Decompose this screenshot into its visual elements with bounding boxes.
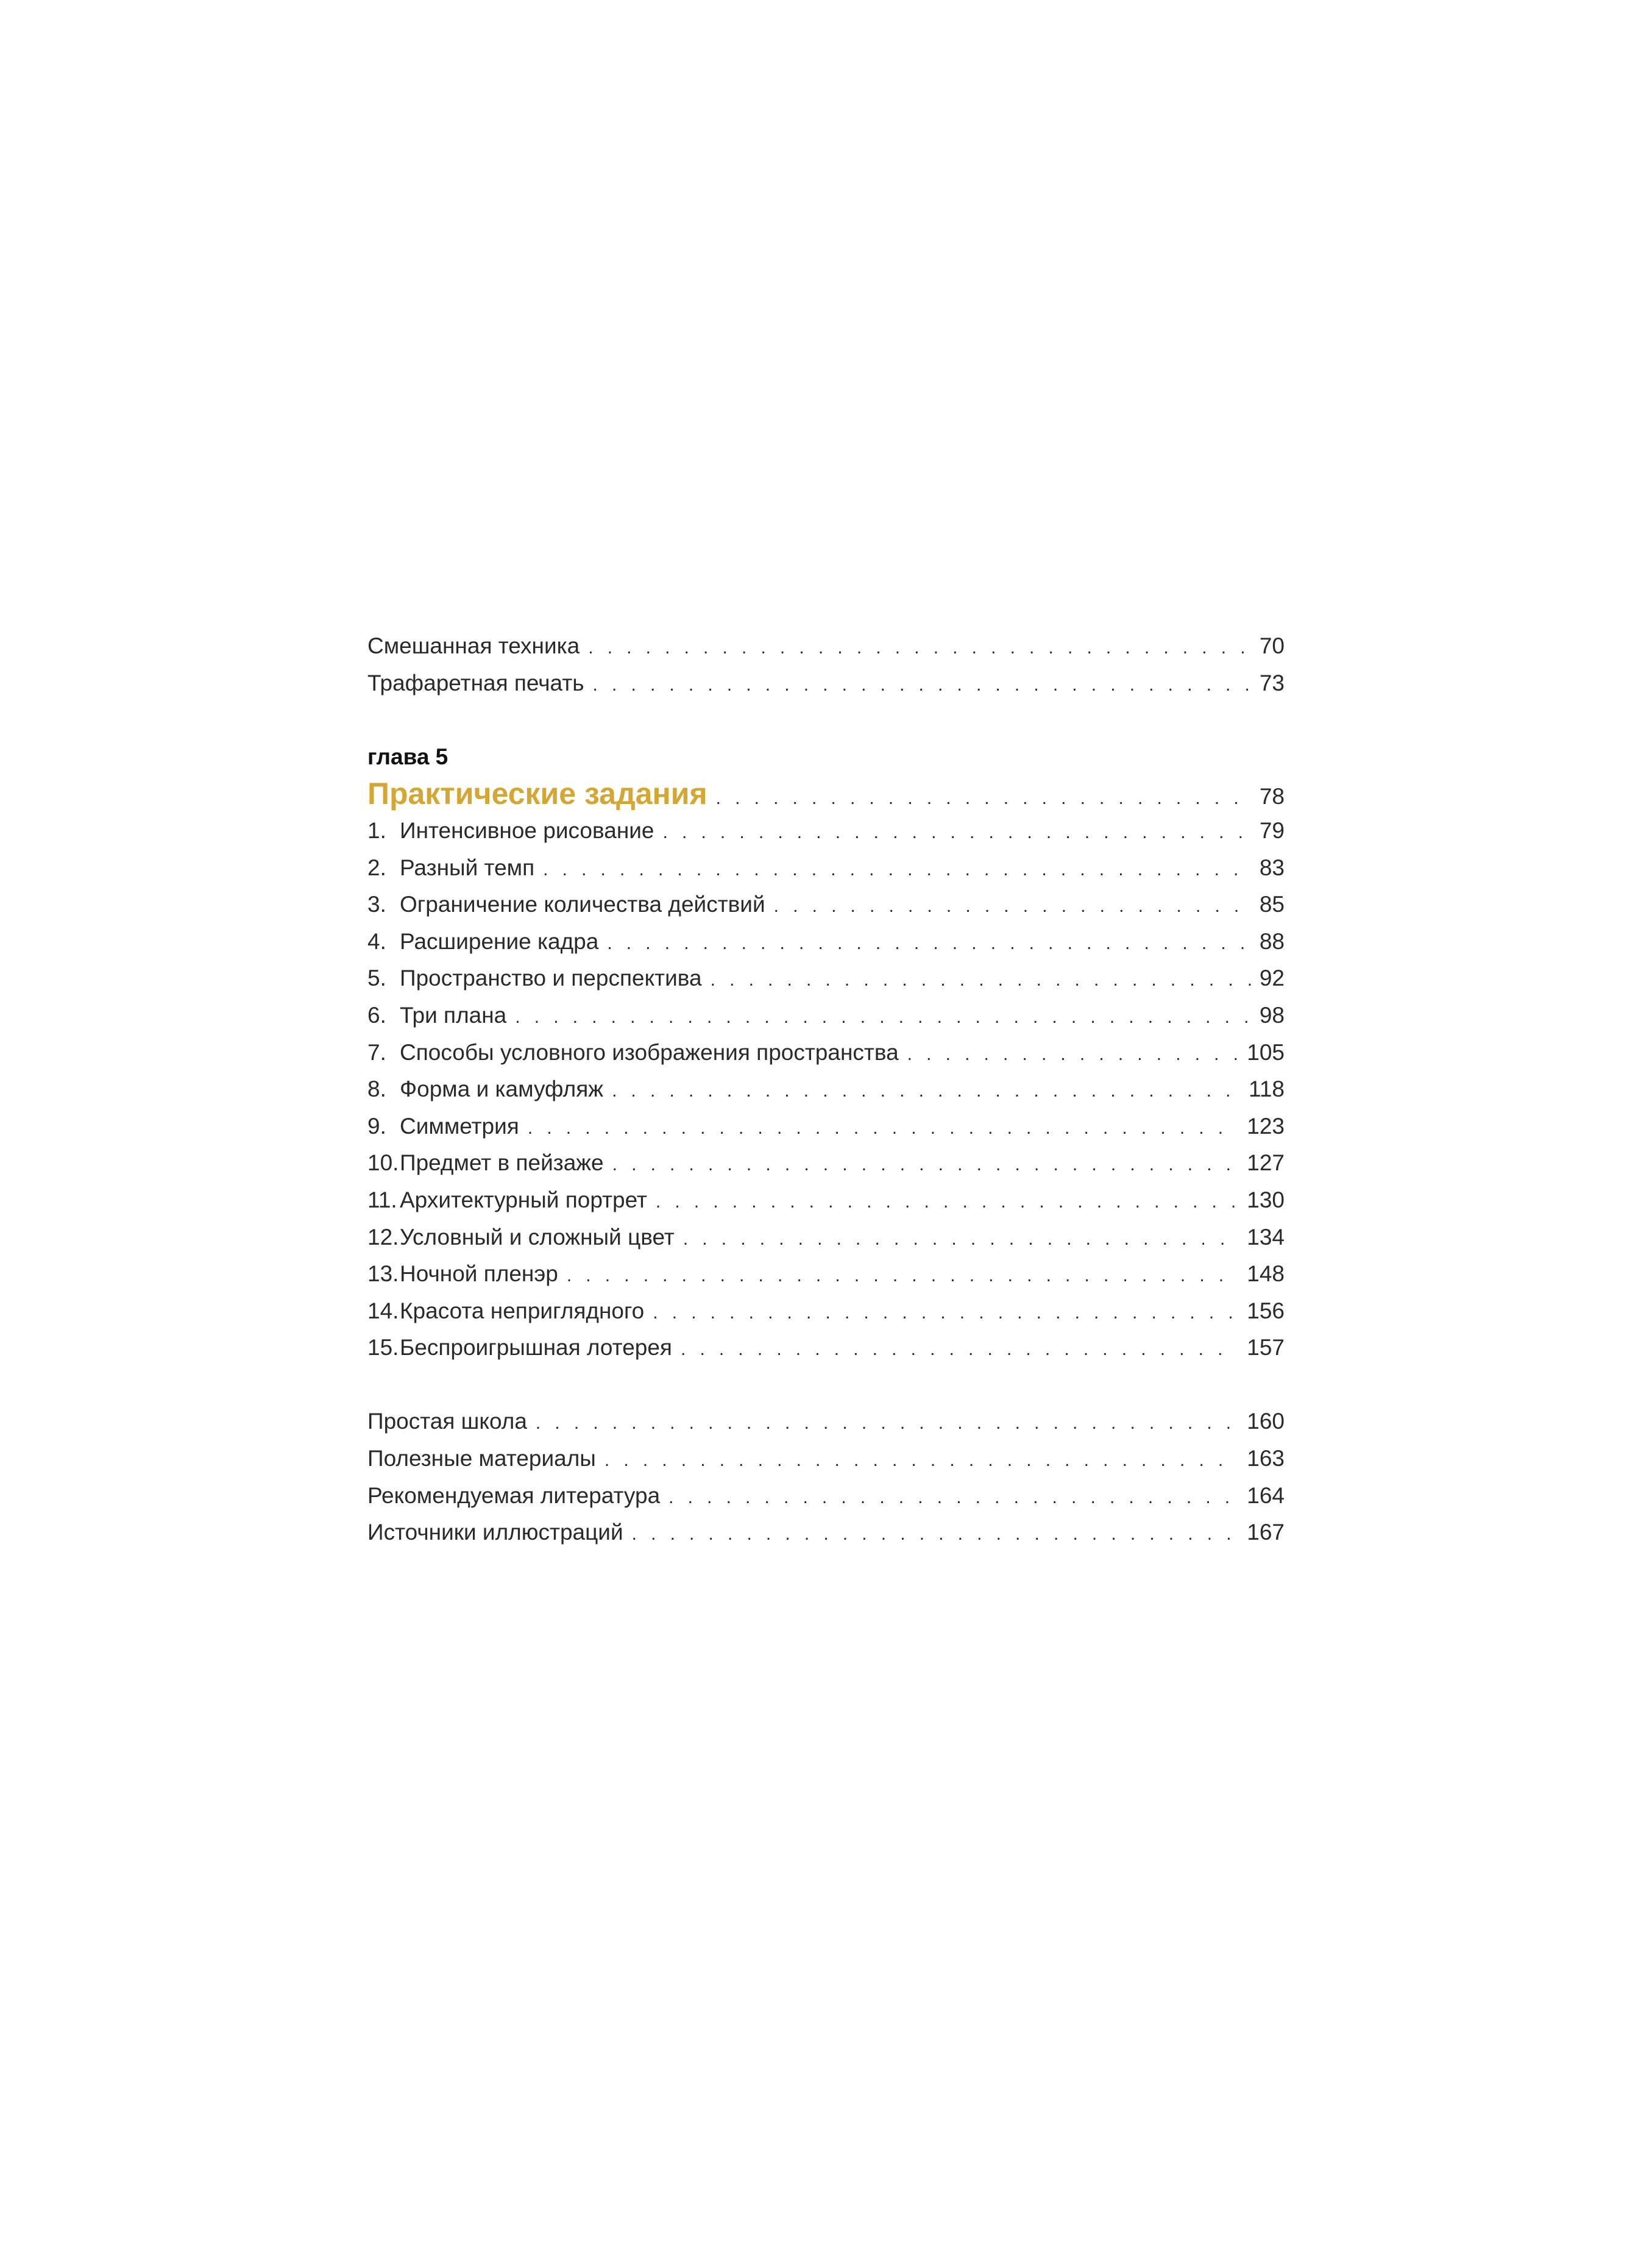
toc-item-number: 1. [367, 817, 386, 843]
toc-entry[interactable] [367, 628, 1285, 665]
toc-entry-page: 160 [1247, 1409, 1285, 1434]
toc-item-number: 9. [367, 1113, 386, 1139]
toc-item-number: 6. [367, 1002, 386, 1028]
toc-item[interactable] [367, 1108, 1285, 1145]
toc-item-number: 11. [367, 1187, 397, 1212]
toc-item[interactable] [367, 1329, 1285, 1367]
dot-leader [612, 1147, 1239, 1184]
toc-item-number: 13. [367, 1261, 399, 1287]
dot-leader [567, 1257, 1238, 1295]
toc-item-number: 4. [367, 928, 386, 954]
dot-leader [774, 888, 1251, 925]
toc-entry[interactable] [367, 1440, 1285, 1478]
toc-entry[interactable] [367, 1478, 1285, 1515]
dot-leader [663, 814, 1251, 852]
dot-leader [716, 780, 1251, 817]
spacer [367, 702, 1285, 739]
toc-item-number: 15. [367, 1335, 399, 1361]
dot-leader [607, 925, 1251, 962]
toc-item-page: 123 [1247, 1113, 1285, 1139]
toc-entry-page: 73 [1259, 670, 1285, 695]
toc-item-title: Ночной пленэр [400, 1261, 558, 1287]
toc-item-title: Расширение кадра [400, 928, 599, 954]
toc-item-page: 148 [1247, 1261, 1285, 1287]
toc-item-title: Ограничение количества действий [400, 892, 765, 917]
toc-item-number: 3. [367, 892, 386, 917]
dot-leader [604, 1442, 1238, 1479]
toc-item[interactable] [367, 960, 1285, 997]
toc-item-title: Симметрия [400, 1113, 519, 1139]
toc-item[interactable] [367, 923, 1285, 961]
toc-item[interactable] [367, 1256, 1285, 1293]
toc-item-title: Пространство и перспектива [400, 966, 702, 991]
toc-item[interactable] [367, 850, 1285, 887]
toc-item-title: Красота неприглядного [400, 1298, 645, 1323]
dot-leader [656, 1184, 1238, 1221]
toc-item[interactable] [367, 886, 1285, 923]
toc-entry[interactable] [367, 1514, 1285, 1551]
toc-item-page: 157 [1247, 1335, 1285, 1361]
dot-leader [907, 1036, 1239, 1073]
toc-item-page: 118 [1249, 1076, 1285, 1102]
chapter-page: 78 [1259, 784, 1285, 809]
toc-item-title: Интенсивное рисование [400, 817, 654, 843]
toc-item[interactable] [367, 1145, 1285, 1182]
dot-leader [528, 1110, 1238, 1147]
dot-leader [593, 667, 1251, 704]
toc-item-number: 8. [367, 1076, 386, 1102]
toc-item-page: 88 [1259, 928, 1285, 954]
toc-item-number: 2. [367, 855, 386, 880]
toc-item-title: Разный темп [400, 855, 535, 880]
toc-item-page: 130 [1247, 1187, 1285, 1212]
toc-item-title: Условный и сложный цвет [400, 1224, 675, 1250]
toc-entry-title: Полезные материалы [367, 1446, 596, 1471]
toc-item-page: 79 [1259, 817, 1285, 843]
dot-leader [711, 962, 1251, 999]
toc-entry-title: Рекомендуемая литература [367, 1482, 661, 1508]
toc-item-number: 5. [367, 966, 386, 991]
dot-leader [681, 1331, 1238, 1368]
toc-entry-title: Смешанная техника [367, 633, 580, 658]
chapter-heading[interactable] [367, 775, 1285, 813]
toc-item-title: Три плана [400, 1002, 507, 1028]
chapter-title: Практические задания [367, 777, 707, 811]
toc-entry-page: 70 [1259, 633, 1285, 658]
toc-item[interactable] [367, 1219, 1285, 1256]
toc-item-page: 105 [1247, 1039, 1285, 1065]
table-of-contents [367, 628, 1285, 1551]
toc-entry[interactable] [367, 1403, 1285, 1440]
toc-item-title: Форма и камуфляж [400, 1076, 604, 1102]
toc-item-page: 98 [1259, 1002, 1285, 1028]
toc-item-number: 10. [367, 1150, 399, 1176]
toc-item[interactable] [367, 1293, 1285, 1330]
toc-item-title: Предмет в пейзаже [400, 1150, 604, 1176]
dot-leader [515, 999, 1251, 1036]
dot-leader [543, 852, 1251, 889]
toc-item-number: 12. [367, 1224, 399, 1250]
toc-item-title: Архитектурный портрет [400, 1187, 647, 1212]
toc-item-title: Беспроигрышная лотерея [400, 1335, 672, 1361]
toc-entry-page: 164 [1247, 1482, 1285, 1508]
dot-leader [536, 1405, 1238, 1442]
dot-leader [632, 1516, 1239, 1553]
dot-leader [653, 1295, 1238, 1332]
spacer [367, 1367, 1285, 1404]
toc-item-page: 85 [1259, 892, 1285, 917]
toc-entry-page: 167 [1247, 1520, 1285, 1545]
toc-item-page: 134 [1247, 1224, 1285, 1250]
dot-leader [588, 630, 1251, 667]
toc-item-number: 7. [367, 1039, 386, 1065]
toc-item-page: 83 [1259, 855, 1285, 880]
dot-leader [683, 1221, 1238, 1258]
toc-item-page: 156 [1247, 1298, 1285, 1323]
toc-entry-title: Трафаретная печать [367, 670, 584, 695]
toc-item[interactable] [367, 997, 1285, 1034]
toc-item[interactable] [367, 1071, 1285, 1108]
toc-entry[interactable] [367, 665, 1285, 702]
toc-item[interactable] [367, 1034, 1285, 1072]
toc-entry-title: Источники иллюстраций [367, 1520, 623, 1545]
dot-leader [612, 1073, 1240, 1110]
toc-item-title: Способы условного изображения пространства [400, 1039, 899, 1065]
toc-item-page: 92 [1259, 966, 1285, 991]
toc-entry-page: 163 [1247, 1446, 1285, 1471]
toc-item-page: 127 [1247, 1150, 1285, 1176]
chapter-label: глава 5 [367, 744, 448, 769]
toc-entry-title: Простая школа [367, 1409, 527, 1434]
toc-item[interactable] [367, 1182, 1285, 1219]
dot-leader [668, 1479, 1238, 1517]
toc-item[interactable] [367, 813, 1285, 850]
toc-item-number: 14. [367, 1298, 399, 1323]
